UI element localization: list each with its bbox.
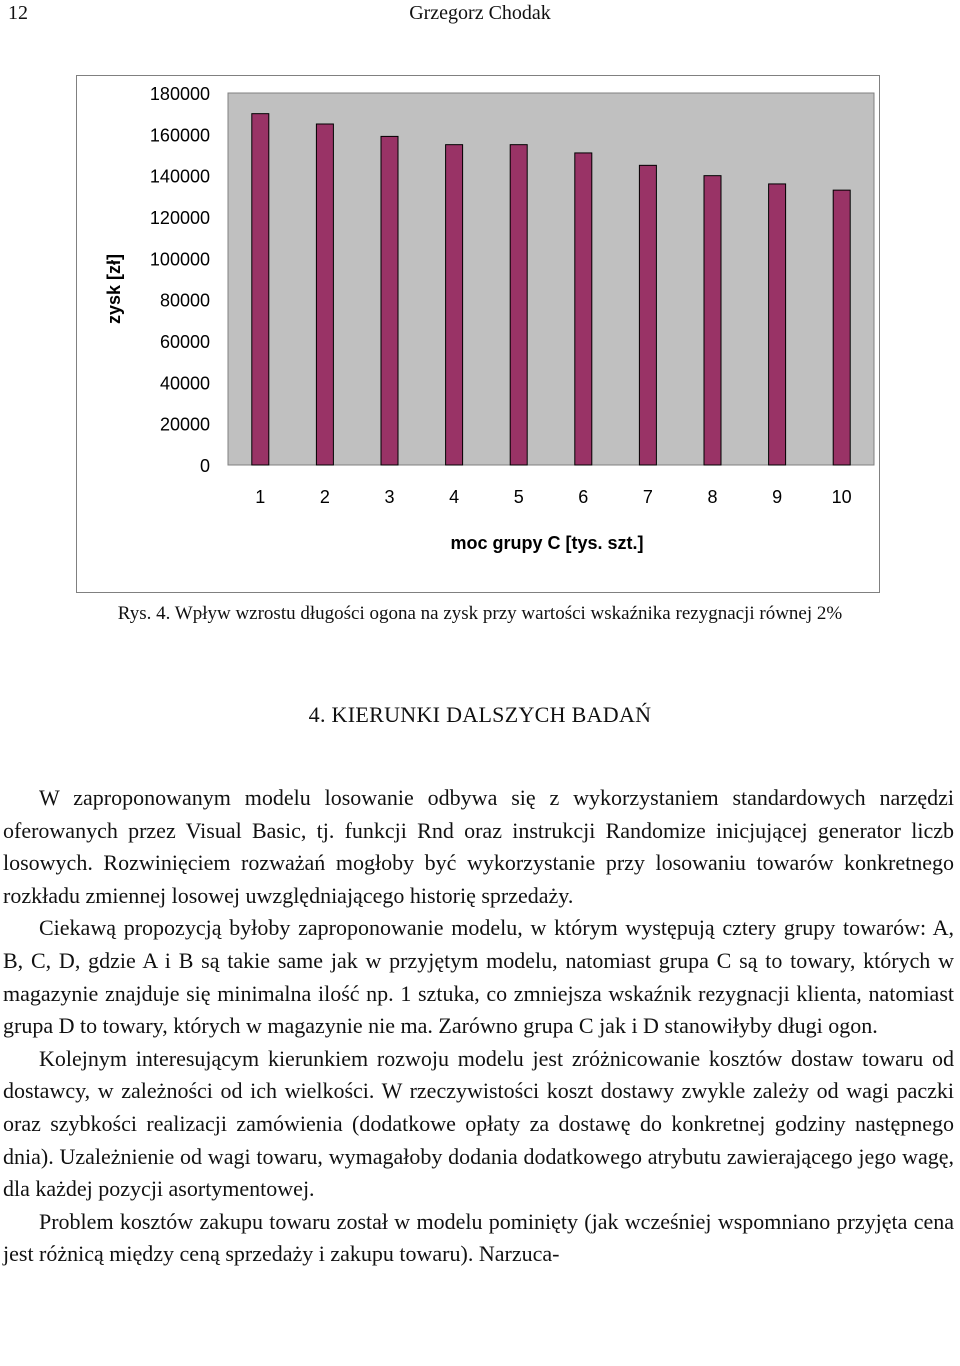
bar [704,176,721,465]
figure-caption: Rys. 4. Wpływ wzrostu długości ogona na zysk przy wartości wskaźnika rezygnacji równej 2% [117,603,843,624]
paragraph: W zaproponowanym modelu losowanie odbywa się z wykorzystaniem standardowych narzędzi oferowanych przez Visual Basic, tj. funkcji Rnd oraz instrukcji Randomize inicjującej generator liczb losowych. Rozwinięciem rozważań mogłoby być wykorzystanie przy losowaniu towarów konkretnego rozkładu zmiennej losowej uwzględniającego historię sprzedaży. [3,785,954,908]
running-head-author: Grzegorz Chodak [409,2,551,24]
y-tick-label: 20000 [159,414,210,435]
bar [381,136,398,465]
page-number: 12 [8,2,28,24]
paragraph: Ciekawą propozycją byłoby zaproponowanie modelu, w którym występują cztery grupy towarów: A, B, C, D, gdzie A i B są takie same jak w przyjętym modelu, natomiast grupa C są to towary, których w magazynie znajduje się minimalna ilość np. 1 sztuka, co zmniejsza wskaźnik rezygnacji klienta, natomiast grupa D to towary, których w magazynie nie ma. Zarówno grupa C jak i D stanowiłyby długi ogon. [3,915,954,1039]
x-tick-label: 9 [772,487,783,507]
x-tick-label: 7 [642,487,653,507]
figure-frame [76,75,880,593]
y-tick-label: 0 [199,456,210,476]
x-tick-label: 10 [831,487,852,507]
x-tick-label: 3 [384,487,395,507]
bar [316,124,333,465]
x-tick-label: 6 [578,487,589,507]
x-tick-label: 1 [255,487,266,507]
x-tick-label: 8 [707,487,718,507]
bar-chart [77,76,881,594]
y-tick-label: 120000 [149,208,210,228]
x-tick-label: 2 [319,487,330,507]
x-tick-label: 5 [513,487,524,507]
bar [510,145,527,465]
paragraph: Problem kosztów zakupu towaru został w modelu pominięty (jak wcześniej wspomniano przyjęta cena jest różnicą między ceną sprzedaży i zakupu towaru). Narzuca- [3,1208,954,1267]
bar [252,114,269,465]
bar [833,190,850,465]
y-tick-label: 100000 [149,249,210,270]
x-axis-label: moc grupy C [tys. szt.] [450,533,644,553]
x-tick-label: 4 [449,487,460,507]
bar [769,184,786,465]
body-text [3,782,954,1271]
y-tick-label: 40000 [159,373,210,394]
y-tick-label: 140000 [149,166,210,187]
bar [446,145,463,465]
y-tick-label: 60000 [159,332,210,352]
bar [639,165,656,465]
bar [575,153,592,465]
y-tick-label: 180000 [149,84,210,104]
paragraph: Kolejnym interesującym kierunkiem rozwoju modelu jest zróżnicowanie kosztów dostaw towaru od dostawcy, w zależności od ich wielkości. W rzeczywistości koszt dostawy zwykle zależy od wagi paczki oraz szybkości realizacji zamówienia (dodatkowe opłaty za dostawę do konkretnej godziny następnego dnia). Uzależnienie od wagi towaru, wymagałoby dodania dodatkowego atrybutu zawierającego jego wagę, dla każdej pozycji asortymentowej. [3,1045,954,1202]
section-heading: 4. KIERUNKI DALSZYCH BADAŃ [308,702,652,727]
y-axis-label: zysk [zł] [104,253,124,325]
y-tick-label: 160000 [149,125,210,146]
running-head [0,0,960,26]
y-tick-label: 80000 [159,290,210,311]
